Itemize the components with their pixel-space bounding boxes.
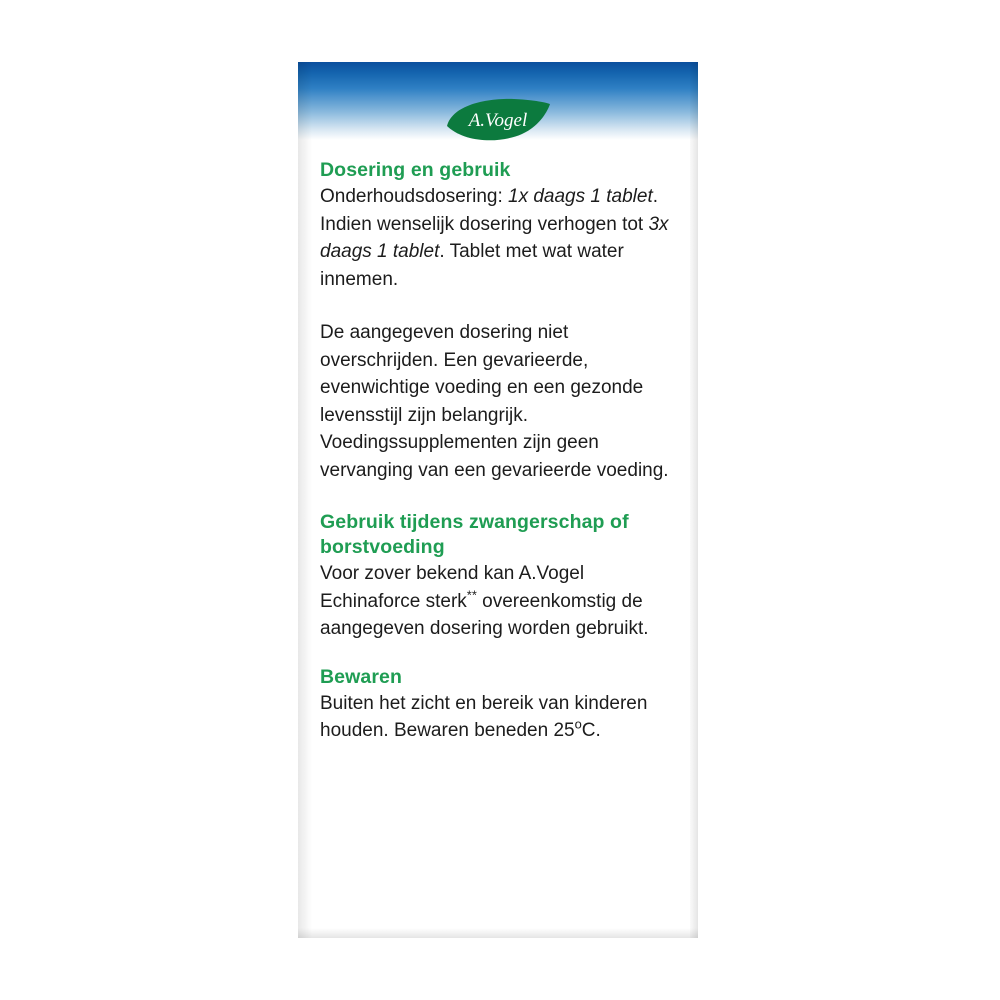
- section-bewaren: [320, 665, 680, 745]
- section-dosering: [320, 158, 680, 484]
- text-run-italic: 3x daags 1 tablet: [320, 213, 669, 262]
- text-run: . Tablet met wat water innemen.: [320, 241, 624, 290]
- text-run-italic: 1x daags 1 tablet: [508, 186, 653, 207]
- text-run: Buiten het zicht en bereik van kinderen houden. Bewaren beneden 25: [320, 692, 648, 741]
- package-bottom-edge-shading: [298, 928, 698, 938]
- spacer: [320, 484, 680, 510]
- section-title: Gebruik tijdens zwangerschap of borstvoeding: [320, 511, 629, 558]
- avogel-logo: [444, 98, 552, 144]
- product-package-panel: [298, 62, 698, 938]
- package-left-edge-shading: [298, 62, 312, 938]
- text-run: Onderhoudsdosering:: [320, 186, 509, 207]
- spacer: [320, 643, 680, 665]
- paragraph: [320, 560, 680, 643]
- spacer: [320, 293, 680, 319]
- degree-marker: o: [574, 716, 582, 732]
- text-run: Voor zover bekend kan A.Vogel Echinaforce sterk: [320, 563, 585, 612]
- label-text-content: [320, 158, 680, 745]
- section-title: Bewaren: [320, 665, 402, 688]
- paragraph: De aangegeven dosering niet overschrijden. Een gevarieerde, evenwichtige voeding en een gezonde levensstijl zijn belangrijk. Voedingssupplementen zijn geen vervanging van een gevarieerde voeding.: [320, 322, 669, 481]
- package-right-edge-shading: [690, 62, 698, 938]
- text-run: C.: [581, 720, 601, 741]
- footnote-marker: **: [466, 587, 477, 603]
- text-run: . Indien wenselijk dosering verhogen tot: [320, 186, 659, 235]
- section-title: Dosering en gebruik: [320, 159, 511, 181]
- text-run: overeenkomstig de aangegeven dosering worden gebruikt.: [320, 590, 649, 639]
- paragraph: [320, 183, 680, 293]
- paragraph: [320, 690, 680, 745]
- svg-text:A.Vogel: A.Vogel: [468, 110, 528, 131]
- section-zwangerschap: [320, 510, 680, 643]
